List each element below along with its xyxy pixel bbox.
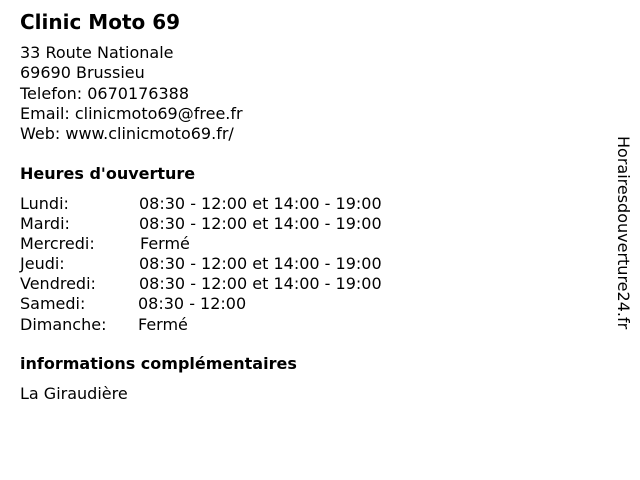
phone-line: Telefon: 0670176388 [20, 83, 190, 103]
day-label: Lundi: [20, 194, 69, 213]
address-block [20, 43, 243, 144]
time-value: 08:30 - 12:00 et 14:00 - 19:00 [139, 254, 382, 274]
time-value: 08:30 - 12:00 [138, 294, 247, 314]
day-label: Vendredi: [20, 274, 96, 294]
time-value: 08:30 - 12:00 et 14:00 - 19:00 [139, 274, 382, 294]
hours-heading: Heures d'ouverture [20, 164, 196, 183]
postal-city: 69690 Brussieu [20, 63, 145, 83]
email-line: Email: clinicmoto69@free.fr [20, 103, 243, 123]
time-value: Fermé [138, 314, 188, 334]
time-value: Fermé [140, 234, 190, 254]
day-label: Samedi: [20, 294, 86, 314]
info-value: La Giraudière [20, 384, 128, 403]
watermark-text: Horairesdouverture24.fr [614, 136, 633, 330]
day-label: Mardi: [20, 214, 70, 234]
day-label: Mercredi: [20, 234, 95, 254]
day-label: Dimanche: [20, 314, 107, 334]
info-heading: informations complémentaires [20, 354, 297, 373]
business-name: Clinic Moto 69 [20, 10, 181, 34]
web-line: Web: www.clinicmoto69.fr/ [20, 124, 234, 144]
street-address: 33 Route Nationale [20, 43, 174, 62]
day-label: Jeudi: [20, 254, 65, 274]
time-value: 08:30 - 12:00 et 14:00 - 19:00 [139, 194, 382, 213]
time-value: 08:30 - 12:00 et 14:00 - 19:00 [139, 214, 382, 234]
